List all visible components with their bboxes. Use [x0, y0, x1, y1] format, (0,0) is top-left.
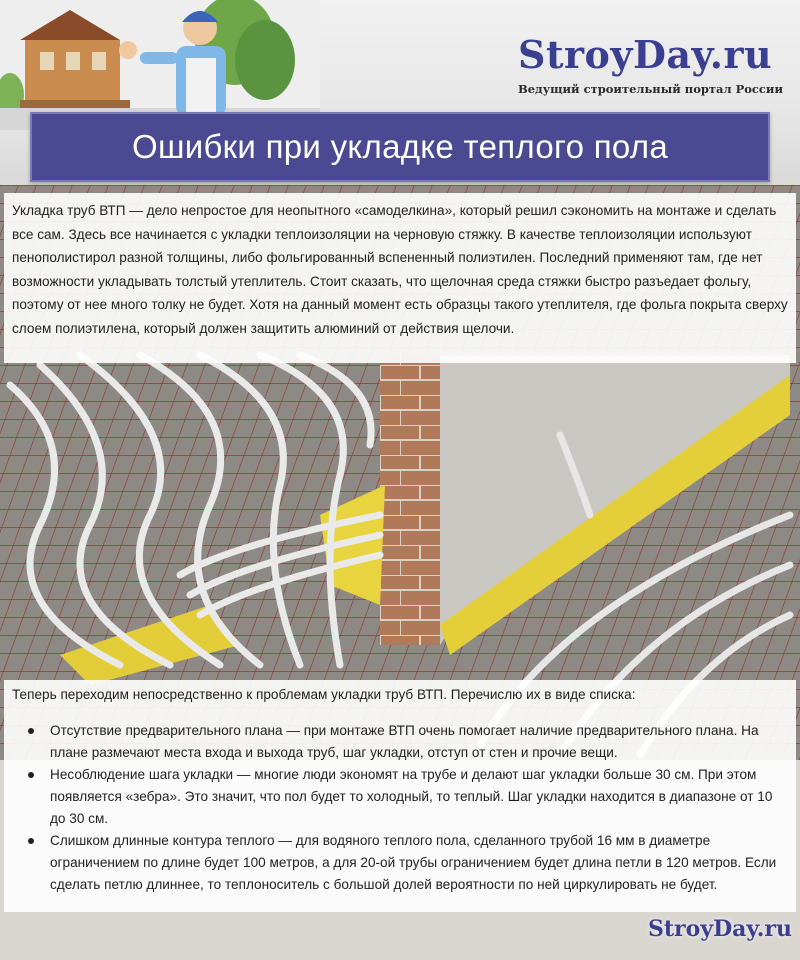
issues-panel [4, 680, 796, 912]
intro-panel [4, 193, 796, 363]
brand-tagline: Ведущий строительный портал России [518, 82, 783, 96]
list-item [26, 764, 788, 830]
list-item [26, 830, 788, 896]
issues-list [12, 720, 788, 896]
list-item-text: Несоблюдение шага укладки — многие люди экономят на трубе и делают шаг укладки больше 30 см. При этом появляется «зебра». Это значит, что пол будет то холодный, то теплый. Шаг укладки находится в диапазоне от 10 до 30 см. [50, 767, 773, 826]
bullet-icon [28, 772, 34, 778]
header [0, 0, 800, 190]
list-item [26, 720, 788, 764]
header-illustration [0, 0, 320, 130]
brand-logo[interactable]: StroyDay.ru [518, 32, 773, 77]
footer-brand-logo[interactable]: StroyDay.ru [648, 916, 792, 942]
bullet-icon [28, 728, 34, 734]
bullet-icon [28, 838, 34, 844]
list-item-text: Слишком длинные контура теплого — для водяного теплого пола, сделанного трубой 16 мм в диаметре ограничением по длине будет 100 метров, а для 20-ой трубы ограничением будет длина петли в 120 метров. Если сделать петлю длиннее, то теплоноситель с большой долей вероятности по ней циркулировать не будет. [50, 833, 777, 892]
page-title: Ошибки при укладке теплого пола [131, 128, 669, 165]
issues-lead: Теперь переходим непосредственно к проблемам укладки труб ВТП. Перечислю их в виде списка: [12, 687, 636, 702]
intro-paragraph: Укладка труб ВТП — дело непростое для неопытного «самоделкина», который решил сэкономить на монтаже и сделать все сам. Здесь все начинается с укладки теплоизоляции на черновую стяжку. В качестве теплоизоляции используют пенополистирол разной толщины, либо фольгированный вспененный полиэтилен. Последний применяют там, где нет возможности укладывать толстый утеплитель. Стоит сказать, что щелочная среда стяжки быстро разъедает фольгу, поэтому от нее много толку не будет. Хотя на данный момент есть образцы такого утеплителя, где фольга покрыта сверху слоем полиэтилена, который должен защитить алюминий от действия щелочи. [12, 203, 788, 336]
title-banner [30, 112, 770, 182]
list-item-text: Отсутствие предварительного плана — при монтаже ВТП очень помогает наличие предварительного плана. На плане размечают места входа и выхода труб, шаг укладки, отступ от стен и прочие вещи. [50, 723, 759, 760]
